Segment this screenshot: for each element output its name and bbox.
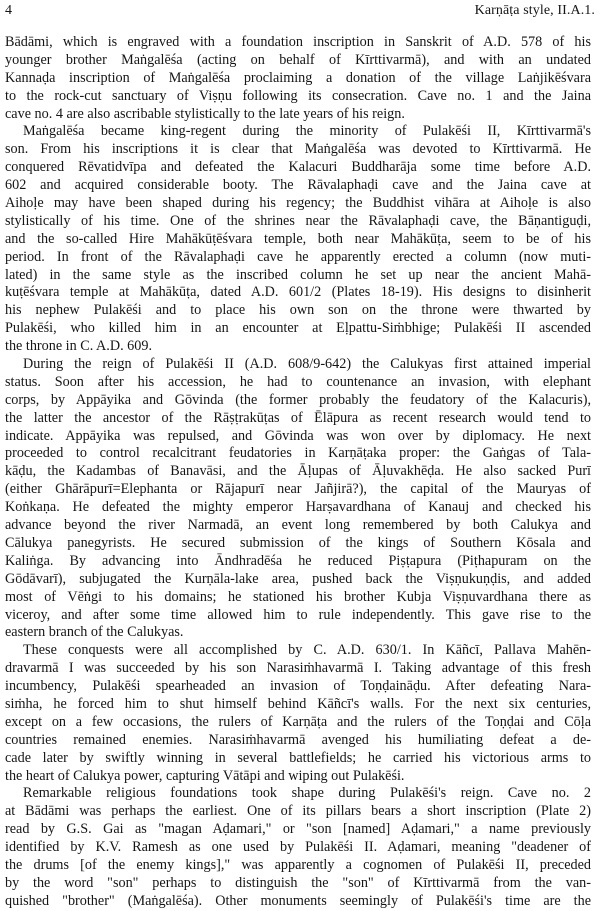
text-line: During the reign of Pulakēśi II (A.D. 608/9-642) the Calukyas first attained imperial: [23, 356, 591, 373]
text-line: cade later by swiftly winning in several battlefields; he carried his victorious arms to: [5, 749, 591, 766]
text-line: the heart of Calukya power, capturing Vātāpi and wiping out Pulakēśi.: [5, 767, 405, 784]
text-line: countries remained enemies. Narasiṁhavarmā avenged his humiliating defeat a de-: [5, 731, 591, 748]
text-line: Pulakēśi, who killed him in an encounter at Eḷpattu-Siṁbhige; Pulakēśi II ascended: [5, 320, 591, 337]
text-line: except on a few occasions, the rulers of Karṇāṭa and the rulers of the Toṇḍai and Cōḷa: [5, 713, 591, 730]
text-line: most of Vēṅgi to his domains; he stationed his brother Kubja Viṣṇuvardhana there as: [5, 588, 591, 605]
text-line: son. From his inscriptions it is clear that Maṅgalēśa was devoted to Kīrttivarmā. He: [5, 141, 591, 158]
text-line: proceeded to control recalcitrant feudatories in Karṇāṭaka proper: the Gaṅgas of Tala-: [5, 445, 591, 462]
text-line: and the so-called Hire Mahākūṭēśvara temple, both near Mahākūṭa, seem to be of his: [5, 230, 591, 247]
text-line: eastern branch of the Calukyas.: [5, 624, 184, 641]
text-line: status. Soon after his accession, he had to countenance an invasion, with elephant: [5, 373, 591, 390]
text-line: Kannaḍa inscription of Maṅgalēśa proclaiming a donation of the village Laṅjikēśvara: [5, 69, 591, 86]
text-line: cave no. 4 are also ascribable stylistically to the late years of his reign.: [5, 105, 405, 122]
text-line: Koṅkaṇa. He defeated the mighty emperor Harṣavardhana of Kanauj and checked his: [5, 499, 591, 516]
text-line: Bādāmi, which is engraved with a foundation inscription in Sanskrit of A.D. 578 of his: [5, 34, 591, 50]
text-line: the drums [of the enemy kings]," was apparently a cognomen of Pulakēśi II, preceded: [5, 856, 591, 873]
text-line: Cālukya panegyrists. He secured submission of the kings of Southern Kōsala and: [5, 534, 591, 551]
text-line: quished "brother" (Maṅgalēśa). Other monuments seemingly of Pulakēśi's time are the: [5, 892, 591, 909]
text-line: These conquests were all accomplished by C. A.D. 630/1. In Kāñcī, Pallava Mahēn-: [23, 642, 591, 659]
text-line: lated) in the same style as the inscribed column he set up near the ancient Mahā-: [5, 266, 591, 283]
text-line: Remarkable religious foundations took shape during Pulakēśi's reign. Cave no. 2: [23, 785, 591, 802]
text-line: viceroy, and after some time allowed him to rule independently. This gave rise to the: [5, 606, 591, 623]
text-line: (either Ghārāpurī=Elephanta or Rājapurī near Jañjirā?), the capital of the Mauryas of: [5, 481, 591, 498]
text-line: stylistically of his time. One of the shrines near the Rāvalaphaḍi cave, the Bāṇantiguḍi,: [5, 212, 591, 229]
text-line: Maṅgalēśa became king-regent during the minority of Pulakēśi II, Kīrttivarmā's: [23, 123, 591, 140]
text-line: incumbency, Pulakēśi spearheaded an invasion of Toṇḍaināḍu. After defeating Nara-: [5, 678, 591, 695]
text-line: kuṭēśvara temple at Mahākūṭa, dated A.D. 601/2 (Plates 18-19). His designs to disinherit: [5, 284, 591, 301]
text-line: indicate. Appāyika was repulsed, and Gōvinda was won over by diplomacy. He next: [5, 427, 591, 444]
text-line: at Bādāmi was perhaps the earliest. One of its pillars bears a short inscription (Plate 2): [5, 803, 591, 820]
text-line: Kaliṅga. By advancing into Āndhradēśa he reduced Piṣṭapura (Piṭhapuram on the: [5, 552, 591, 569]
running-head: Karṇāṭa style, II.A.1.: [474, 3, 595, 18]
text-line: identified by K.V. Ramesh as one used by Pulakēśi II. Aḍamari, meaning "deadener of: [5, 839, 591, 856]
text-line: advance beyond the river Narmadā, an event long remembered by both Calukya and: [5, 517, 591, 534]
page-header: [5, 3, 595, 23]
text-line: kāḍu, the Kadambas of Banavāsi, and the Āḷupas of Āḷuvakhēḍa. He also sacked Purī: [5, 463, 591, 480]
text-line: the latter the ancestor of the Rāṣṭrakūṭas of Ēlāpura as recent research would tend to: [5, 409, 591, 426]
text-line: his nephew Pulakēśi and to place his own son on the throne were thwarted by: [5, 302, 591, 319]
text-line: by the word "son" perhaps to distinguish the "son" of Kīrttivarmā from the van-: [5, 874, 591, 891]
text-line: corps, by Appāyika and Gōvinda (the former probably the feudatory of the Kalacuris),: [5, 391, 591, 408]
text-line: conquered Rēvatidvīpa and defeated the Kalacuri Buddharāja some time before A.D.: [5, 159, 591, 176]
text-line: 602 and acquired considerable booty. The Rāvalaphaḍi cave and the Jaina cave at: [5, 177, 591, 194]
body-text: [5, 34, 591, 911]
text-line: period. In front of the Rāvalaphaḍi cave he apparently erected a column (now muti-: [5, 248, 591, 265]
text-line: Gōdāvarī), subjugated the Kurṇāla-lake area, pushed back the Viṣṇukuṇḍis, and added: [5, 570, 591, 587]
text-line: the throne in C. A.D. 609.: [5, 338, 152, 355]
page-number: 4: [5, 3, 12, 18]
text-line: siṁha, he forced him to shut himself behind Kāñcī's walls. For the next six centuries,: [5, 695, 591, 712]
text-line: younger brother Maṅgalēśa (acting on behalf of Kīrttivarmā), and with an undated: [5, 51, 591, 68]
text-line: to the rock-cut sanctuary of Viṣṇu following its consecration. Cave no. 1 and the Jaina: [5, 87, 591, 104]
text-line: read by G.S. Gai as "magan Aḍamari," or "son [named] Aḍamari," a name previously: [5, 821, 591, 838]
text-line: Aihoḷe may have been shaped during his regency; the Buddhist vihāra at Aihoḷe is also: [5, 195, 591, 212]
text-line: dravarmā I was succeeded by his son Narasiṁhavarmā I. Taking advantage of this fresh: [5, 660, 591, 677]
